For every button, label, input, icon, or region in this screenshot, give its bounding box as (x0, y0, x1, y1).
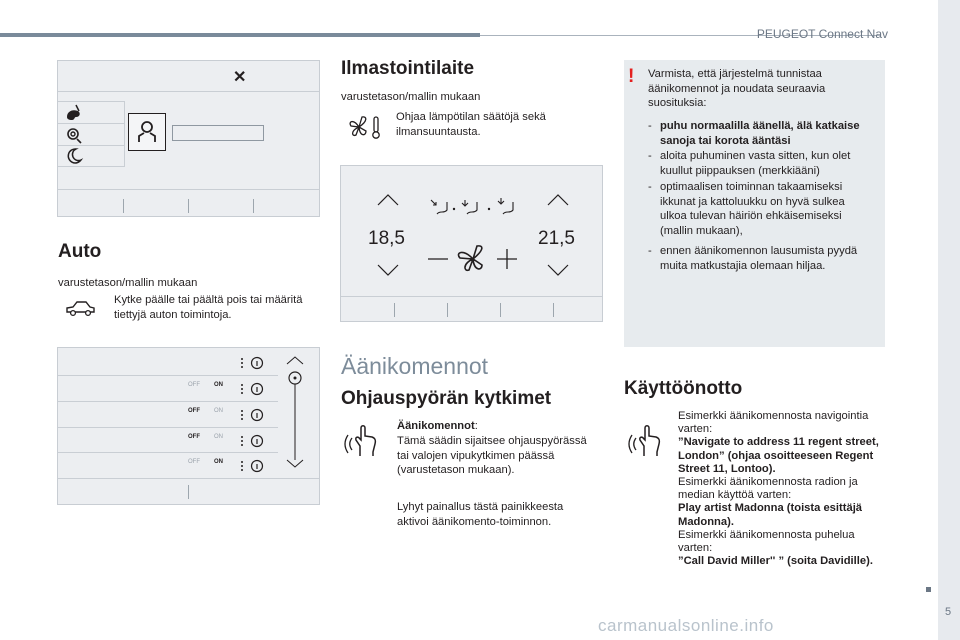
palette-icon (64, 103, 84, 123)
warning-item-text: optimaalisen toiminnan takaamiseksi ikkunat ja kattoluukku on hyvä sulkea ulkoa tulevan häiriön ehkäisemiseksi (mallin mukaan), (660, 181, 845, 237)
air-direction-icons (427, 196, 521, 218)
watermark: carmanualsonline.info (598, 616, 774, 635)
voice-button-icon (630, 420, 664, 460)
voice-term-suffix: : (474, 420, 478, 432)
climate-variant: varustetason/mallin mukaan (341, 91, 481, 103)
vehicle-screen-illustration (57, 347, 320, 505)
continue-marker (926, 587, 931, 592)
usage-line-radio-intro: Esimerkki äänikomennosta radion ja median käyttöä varten: (678, 476, 858, 502)
toggle-on-label: ON (214, 459, 223, 465)
climate-desc: Ohjaa lämpötilan säätöjä sekä ilmansuuntausta. (396, 111, 546, 138)
voice-term-line (397, 419, 478, 434)
auto-desc: Kytke päälle tai päältä pois tai määritä tiettyjä auton toimintoja. (114, 294, 303, 321)
usage-title: Käyttöönotto (624, 378, 743, 399)
voice-term: Äänikomennot (397, 420, 475, 432)
usage-line-nav-intro: Esimerkki äänikomennosta navigointia varten: (678, 410, 869, 436)
warning-exclamation-icon: ! (628, 66, 635, 87)
settings-screen-illustration (57, 60, 320, 217)
settings-gear-icon (64, 125, 84, 145)
temp-right-up-icon (547, 194, 569, 206)
warning-item-text: puhu normaalilla äänellä, älä katkaise sanoja tai korota ääntäsi (660, 120, 860, 147)
header-title: PEUGEOT Connect Nav (756, 27, 888, 41)
usage-line-nav-example: ”Navigate to address 11 regent street, London” (ohjaa osoitteeseen Regent Street 11, Lontoo). (678, 436, 879, 475)
temp-right-value: 21,5 (538, 228, 575, 249)
toggle-off-label: OFF (188, 408, 200, 414)
profile-name-field (172, 125, 264, 141)
toggle-on-label: ON (214, 382, 223, 388)
page-number: 5 (944, 606, 952, 618)
fan-thermometer-icon (347, 114, 383, 140)
close-icon: ✕ (233, 69, 247, 86)
more-and-info-icons (238, 354, 268, 478)
warning-box: ! Varmista, että järjestelmä tunnistaa äänikomennot ja noudata seuraavia suosituksia: - puhu normaalilla äänellä, älä katkaise sanoja tai korota ääntäsi - aloita puhuminen vasta sitten, kun olet kuullut piippauksen (merkkiääni) - optimaalisen toiminnan takaamiseksi ikkunat ja kattoluukku on hyvä sulkea ulkoa tulevan häiriön ehkäisemiseksi (mallin mukaan), - ennen äänikomennon lausumista pyydä muita matkustajia olemaan hiljaa. (624, 60, 885, 347)
voice-button-icon (346, 420, 380, 460)
toggle-on-label: ON (214, 434, 223, 440)
warning-item-text: aloita puhuminen vasta sitten, kun olet kuullut piippauksen (merkkiääni) (660, 150, 851, 177)
auto-title: Auto (58, 241, 102, 262)
voice-desc: Tämä säädin sijaitsee ohjauspyörässä tai valojen vipukytkimen päässä (varustetason mukaan). (397, 435, 587, 476)
fan-speed-control-icon (427, 244, 519, 274)
auto-variant: varustetason/mallin mukaan (58, 277, 198, 289)
voice-desc-2: Lyhyt painallus tästä painikkeesta aktivoi äänikomento-toiminnon. (397, 501, 564, 528)
temp-left-value: 18,5 (368, 228, 405, 249)
steering-switches-title: Ohjauspyörän kytkimet (341, 388, 552, 409)
side-strip (938, 0, 960, 640)
toggle-off-label: OFF (188, 459, 200, 465)
voice-commands-heading: Äänikomennot (341, 353, 489, 379)
warning-item-text: ennen äänikomennon lausumista pyydä muita matkustajia olemaan hiljaa. (660, 245, 858, 272)
moon-icon (65, 147, 83, 165)
toggle-off-label: OFF (188, 434, 200, 440)
climate-title: Ilmastointilaite (341, 58, 475, 79)
toggle-off-label: OFF (188, 382, 200, 388)
usage-line-phone-example: ”Call David Miller'' ” (soita Davidille). (678, 555, 873, 568)
toggle-on-label: ON (214, 408, 223, 414)
warning-intro: Varmista, että järjestelmä tunnistaa äänikomennot ja noudata seuraavia suosituksia: (648, 68, 826, 109)
car-icon (64, 299, 96, 319)
header-bar (0, 33, 480, 37)
scroll-slider-icon (283, 356, 307, 470)
temp-left-up-icon (377, 194, 399, 206)
profile-button (128, 113, 166, 151)
person-icon (136, 120, 158, 144)
usage-line-phone-intro: Esimerkki äänikomennosta puhelua varten: (678, 528, 855, 555)
temp-left-down-icon (377, 264, 399, 276)
climate-screen-illustration (340, 165, 603, 322)
usage-examples (678, 410, 883, 568)
usage-line-radio-example: Play artist Madonna (toista esittäjä Madonna). (678, 502, 863, 528)
temp-right-down-icon (547, 264, 569, 276)
